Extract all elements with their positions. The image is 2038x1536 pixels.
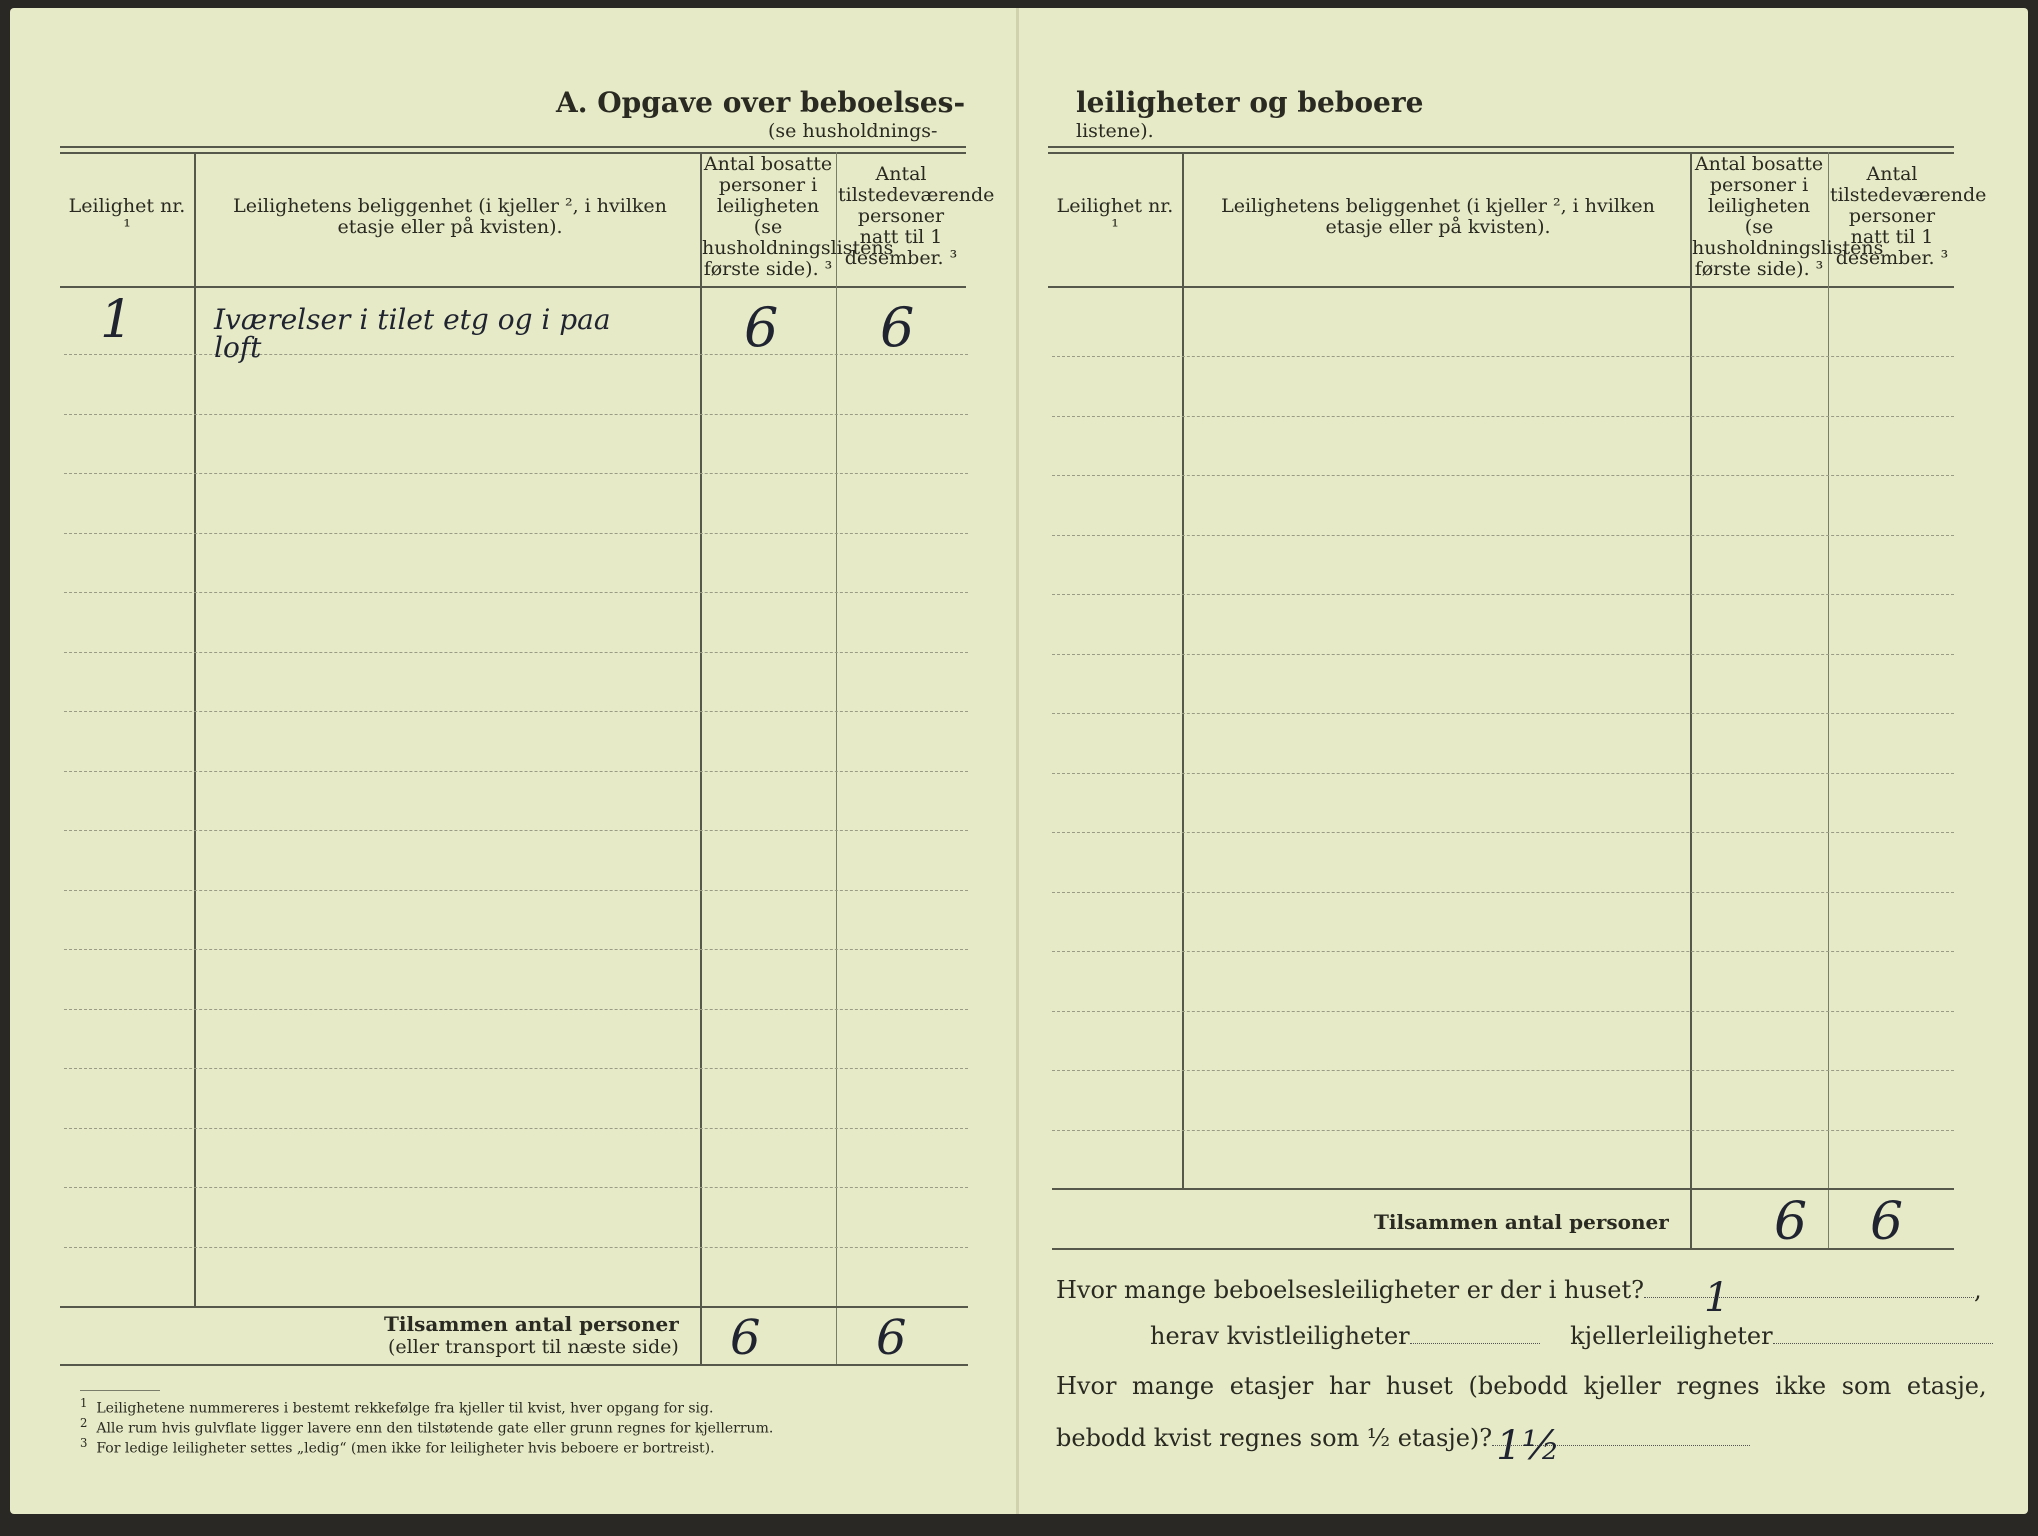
- right-col-divider-2: [1690, 152, 1692, 1248]
- right-subtitle: listene).: [1076, 120, 1154, 142]
- left-subtitle: (se husholdnings-: [768, 120, 938, 142]
- row-line: [64, 1128, 968, 1129]
- row-line: [1052, 535, 1954, 536]
- row-line: [64, 890, 968, 891]
- row-line: [64, 771, 968, 772]
- question-etasjer-line2: bebodd kvist regnes som ½ etasje)? 1½: [1056, 1424, 1750, 1452]
- row-line: [1052, 951, 1954, 952]
- left-header-bosatte: Antal bosatte personer i leiligheten (se husholdningslistens første side). ³: [702, 153, 894, 280]
- row-line: [1052, 1011, 1954, 1012]
- question-kvist-kjeller: herav kvistleiligheter kjellerleiligheter: [1150, 1322, 1993, 1350]
- right-total-bosatte: 6: [1774, 1192, 1808, 1252]
- row-line: [1052, 594, 1954, 595]
- row-line: [64, 592, 968, 593]
- right-header-beliggenhet: Leilighetens beliggenhet (i kjeller ², i hvilken etasje eller på kvisten).: [1221, 195, 1655, 238]
- left-header-leilighet: Leilighet nr. ¹: [68, 195, 186, 238]
- right-total-rule: [1052, 1188, 1954, 1190]
- row-line: [64, 473, 968, 474]
- left-total-bosatte: 6: [730, 1310, 761, 1366]
- right-col-divider-3: [1828, 152, 1829, 1248]
- left-bottom-rule: [60, 1364, 968, 1366]
- left-total-rule: [60, 1306, 968, 1308]
- question-etasjer-line1: Hvor mange etasjer har huset (bebodd kjeller regnes ikke som etasje,: [1056, 1372, 1987, 1400]
- row-line: [1052, 713, 1954, 714]
- row-line: [1052, 356, 1954, 357]
- answer-etasjer-field[interactable]: 1½: [1492, 1445, 1750, 1446]
- answer-kjeller-field[interactable]: [1773, 1343, 1993, 1344]
- left-title: A. Opgave over beboelses-: [556, 86, 966, 119]
- row-line: [64, 1068, 968, 1069]
- row-line: [1052, 475, 1954, 476]
- row-line: [1052, 1130, 1954, 1131]
- left-col-divider-1: [194, 152, 196, 1307]
- answer-kvist-field[interactable]: [1410, 1343, 1540, 1344]
- left-total-sub: (eller transport til næste side): [388, 1336, 679, 1358]
- row-line: [64, 1247, 968, 1248]
- row-line: [1052, 1070, 1954, 1071]
- left-header-beliggenhet: Leilighetens beliggenhet (i kjeller ², i hvilken etasje eller på kvisten).: [233, 195, 667, 238]
- left-col-divider-2: [700, 152, 702, 1364]
- row-line: [1052, 654, 1954, 655]
- row-line: [64, 1187, 968, 1188]
- question-leiligheter: Hvor mange beboelsesleiligheter er der i huset? 1 ,: [1056, 1275, 1982, 1321]
- page-fold: [1016, 8, 1019, 1514]
- answer-leiligheter-field[interactable]: 1: [1644, 1297, 1974, 1298]
- right-total-tilstede: 6: [1870, 1192, 1904, 1252]
- row-line: [64, 1009, 968, 1010]
- left-header-tilstede: Antal tilstedeværende personer natt til 1 desember. ³: [838, 163, 995, 269]
- left-row1-location: Iværelser i tilet etg og i paa loft: [214, 303, 611, 364]
- row-line: [64, 414, 968, 415]
- row-line: [64, 533, 968, 534]
- row-line: [64, 830, 968, 831]
- row-line: [1052, 832, 1954, 833]
- right-header-leilighet: Leilighet nr. ¹: [1056, 195, 1174, 238]
- right-header-bosatte: Antal bosatte personer i leiligheten (se husholdningslistens første side). ³: [1692, 153, 1884, 280]
- right-col-divider-1: [1182, 152, 1184, 1188]
- footnote-1: $^1$ Leilighetene nummereres i bestemt rekkefølge fra kjeller til kvist, hver opgang for sig.: [80, 1396, 714, 1417]
- footnote-2: $^2$ Alle rum hvis gulvflate ligger lavere enn den tilstøtende gate eller grunn regnes for kjellerrum.: [80, 1416, 774, 1437]
- left-row1-bosatte: 6: [744, 296, 779, 359]
- row-line: [1052, 416, 1954, 417]
- left-row1-tilstede: 6: [880, 296, 915, 359]
- row-line: [1052, 773, 1954, 774]
- left-total-tilstede: 6: [876, 1310, 907, 1366]
- right-total-label: Tilsammen antal personer: [1374, 1210, 1669, 1234]
- row-line: [64, 652, 968, 653]
- left-total-label: Tilsammen antal personer: [384, 1312, 679, 1336]
- row-line: [64, 949, 968, 950]
- left-col-divider-3: [836, 152, 837, 1364]
- right-header-tilstede: Antal tilstedeværende personer natt til 1 desember. ³: [1830, 163, 1987, 269]
- right-top-rule: [1048, 146, 1954, 148]
- row-line: [1052, 892, 1954, 893]
- right-total-bottom-rule: [1052, 1248, 1954, 1250]
- left-top-rule: [60, 146, 966, 148]
- row-line: [64, 711, 968, 712]
- right-title: leiligheter og beboere: [1076, 86, 1424, 119]
- footnote-3: $^3$ For ledige leiligheter settes „ledig“ (men ikke for leiligheter hvis beboere er bortreist).: [80, 1436, 715, 1457]
- left-row1-nr: 1: [100, 290, 134, 350]
